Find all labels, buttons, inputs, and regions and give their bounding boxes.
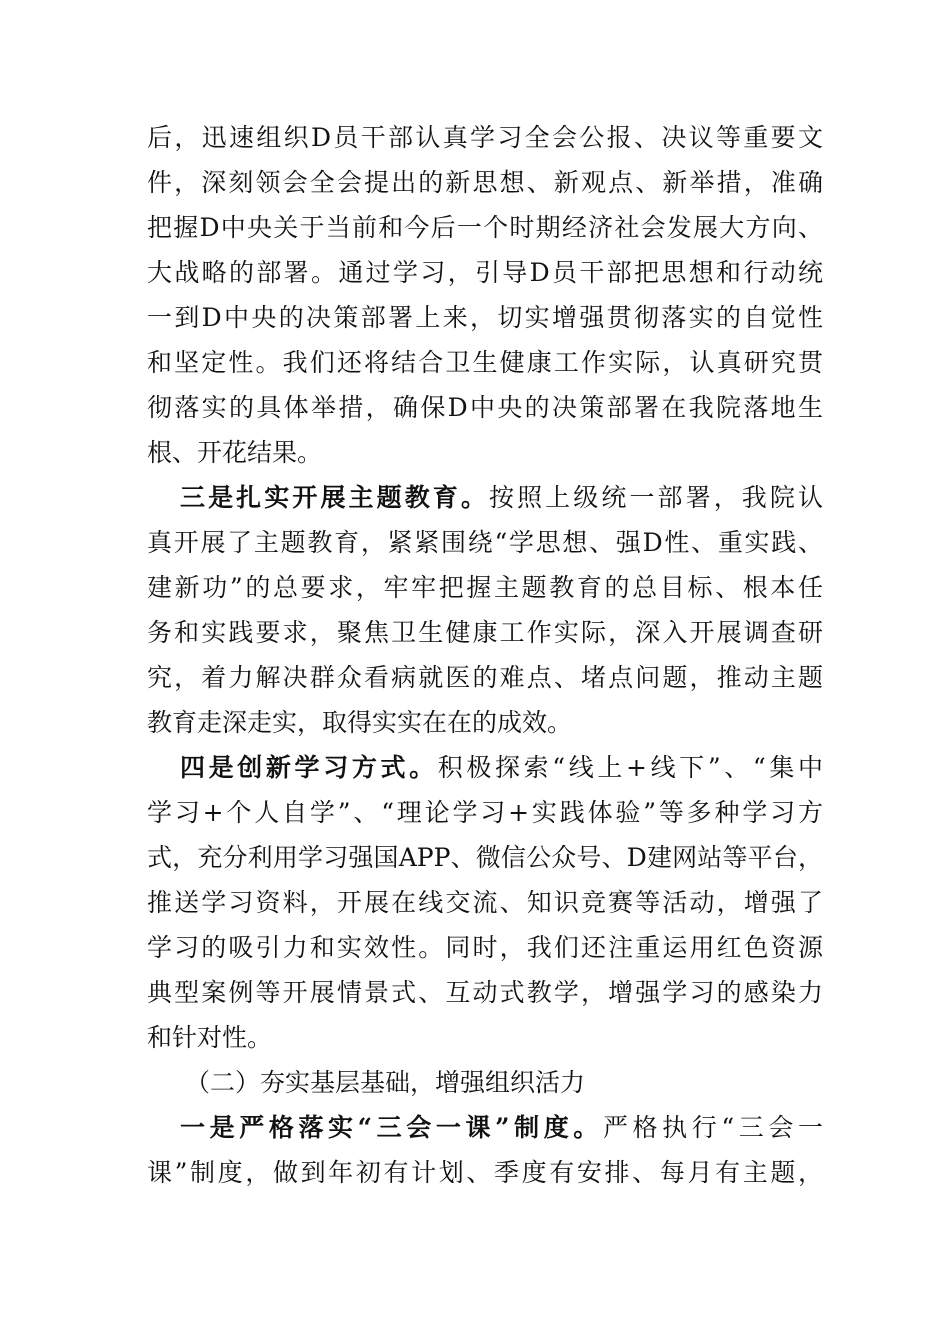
section-heading <box>147 1060 823 1105</box>
text-line <box>147 250 823 295</box>
line-text: 和针对性。 <box>147 1023 273 1052</box>
line-text: 课”制度，做到年初有计划、季度有安排、每月有主题， <box>147 1158 823 1187</box>
text-line <box>147 925 823 970</box>
line-text: 彻落实的具体举措，确保D中央的决策部署在我院落地生 <box>147 393 823 422</box>
line-text: 学习的吸引力和实效性。同时，我们还注重运用红色资源 <box>147 933 823 962</box>
text-line <box>147 430 823 475</box>
text-line <box>147 385 823 430</box>
line-text: 务和实践要求，聚焦卫生健康工作实际，深入开展调查研 <box>147 618 823 647</box>
text-line <box>147 1015 823 1060</box>
line-text: 积极探索“线上+线下”、“集中 <box>437 753 823 782</box>
text-line <box>147 835 823 880</box>
text-line <box>147 340 823 385</box>
text-line <box>147 610 823 655</box>
text-line <box>147 790 823 835</box>
line-text: 典型案例等开展情景式、互动式教学，增强学习的感染力 <box>147 978 823 1007</box>
line-text: 究，着力解决群众看病就医的难点、堵点问题，推动主题 <box>147 663 823 692</box>
line-text: 把握D中央关于当前和今后一个时期经济社会发展大方向、 <box>147 213 823 242</box>
paragraph-lead: 三是扎实开展主题教育。 <box>180 483 489 512</box>
line-text: 大战略的部署。通过学习，引导D员干部把思想和行动统 <box>147 258 823 287</box>
line-text: 学习+个人自学”、“理论学习+实践体验”等多种学习方 <box>147 798 823 827</box>
line-text: 件，深刻领会全会提出的新思想、新观点、新举措，准确 <box>147 168 823 197</box>
text-line <box>147 700 823 745</box>
text-line <box>147 1150 823 1195</box>
line-text: 式，充分利用学习强国APP、微信公众号、D建网站等平台， <box>147 843 823 872</box>
text-line <box>147 970 823 1015</box>
line-text: 教育走深走实，取得实实在在的成效。 <box>147 708 573 737</box>
text-line <box>147 475 823 520</box>
text-line <box>147 520 823 565</box>
text-line <box>147 1105 823 1150</box>
line-text: 按照上级统一部署，我院认 <box>489 483 823 512</box>
line-text: 建新功”的总要求，牢牢把握主题教育的总目标、根本任 <box>147 573 823 602</box>
line-text: 真开展了主题教育，紧紧围绕“学思想、强D性、重实践、 <box>147 528 823 557</box>
text-line <box>147 745 823 790</box>
line-text: 根、开花结果。 <box>147 438 323 467</box>
text-line <box>147 295 823 340</box>
paragraph-lead: 一是严格落实“三会一课”制度。 <box>180 1113 603 1142</box>
paragraph-lead: 四是创新学习方式。 <box>180 753 438 782</box>
text-line <box>147 160 823 205</box>
line-text: （二）夯实基层基础，增强组织活力 <box>185 1068 586 1097</box>
document-body <box>147 115 823 1195</box>
text-line <box>147 655 823 700</box>
line-text: 推送学习资料，开展在线交流、知识竞赛等活动，增强了 <box>147 888 823 917</box>
line-text: 后，迅速组织D员干部认真学习全会公报、决议等重要文 <box>147 123 823 152</box>
text-line <box>147 880 823 925</box>
text-line <box>147 205 823 250</box>
line-text: 严格执行“三会一 <box>602 1113 823 1142</box>
text-line <box>147 115 823 160</box>
text-line <box>147 565 823 610</box>
line-text: 一到D中央的决策部署上来，切实增强贯彻落实的自觉性 <box>147 303 823 332</box>
line-text: 和坚定性。我们还将结合卫生健康工作实际，认真研究贯 <box>147 348 823 377</box>
